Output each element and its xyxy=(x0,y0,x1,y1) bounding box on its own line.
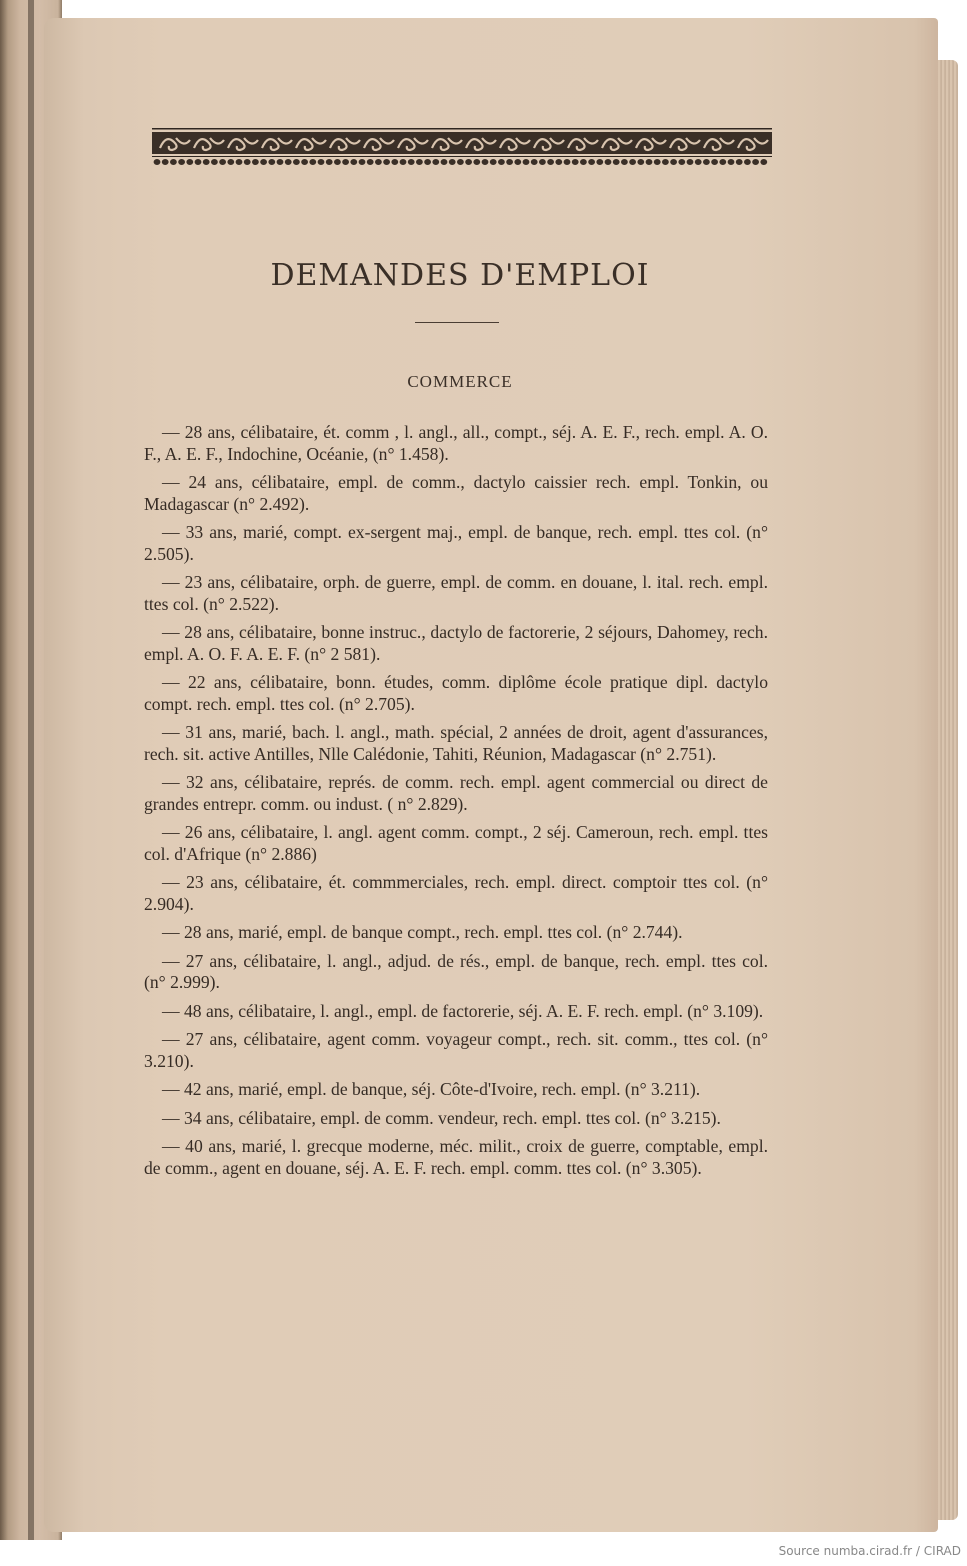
listing-item: — 22 ans, célibataire, bonn. études, comm. diplôme école pratique dipl. dactylo compt. rech. empl. ttes col. (n° 2.705). xyxy=(144,672,768,714)
listing-item: — 23 ans, célibataire, orph. de guerre, empl. de comm. en douane, l. ital. rech. empl. ttes col. (n° 2.522). xyxy=(144,572,768,614)
listing-item: — 27 ans, célibataire, agent comm. voyageur compt., rech. sit. comm., ttes col. (n° 3.210). xyxy=(144,1029,768,1071)
listing-item: — 28 ans, célibataire, ét. comm , l. angl., all., compt., séj. A. E. F., rech. empl. A. O. F., A. E. F., Indochine, Océanie, (n° 1.458). xyxy=(144,422,768,464)
title-rule xyxy=(415,322,499,323)
book-spine xyxy=(28,0,34,1540)
listing-item: — 27 ans, célibataire, l. angl., adjud. de rés., empl. de banque, rech. empl. ttes col. (n° 2.999). xyxy=(144,950,768,992)
section-heading: COMMERCE xyxy=(407,372,513,391)
decorative-header-border xyxy=(152,126,772,168)
listing-item: — 26 ans, célibataire, l. angl. agent comm. compt., 2 séj. Cameroun, rech. empl. ttes col. d'Afrique (n° 2.886) xyxy=(144,822,768,864)
listing-item: — 31 ans, marié, bach. l. angl., math. spécial, 2 années de droit, agent d'assurances, rech. sit. active Antilles, Nlle Calédonie, Tahiti, Réunion, Madagascar (n° 2.751). xyxy=(144,722,768,764)
source-credit: Source numba.cirad.fr / CIRAD xyxy=(778,1544,961,1558)
listing-item: — 33 ans, marié, compt. ex-sergent maj., empl. de banque, rech. empl. ttes col. (n° 2.505). xyxy=(144,522,768,564)
listing-item: — 40 ans, marié, l. grecque moderne, méc. milit., croix de guerre, comptable, empl. de comm., agent en douane, séj. A. E. F. rech. empl. comm. ttes col. (n° 3.305). xyxy=(144,1136,768,1178)
page-title: DEMANDES D'EMPLOI xyxy=(270,258,650,293)
listing-item: — 24 ans, célibataire, empl. de comm., dactylo caissier rech. empl. Tonkin, ou Madagascar (n° 2.492). xyxy=(144,472,768,514)
listing-item: — 23 ans, célibataire, ét. commmerciales, rech. empl. direct. comptoir ttes col. (n° 2.904). xyxy=(144,872,768,914)
job-listings xyxy=(144,422,768,1186)
listing-item: — 48 ans, célibataire, l. angl., empl. de factorerie, séj. A. E. F. rech. empl. (n° 3.109). xyxy=(162,1000,764,1021)
listing-item: — 42 ans, marié, empl. de banque, séj. Côte-d'Ivoire, rech. empl. (n° 3.211). xyxy=(162,1079,701,1099)
listing-item: — 32 ans, célibataire, représ. de comm. rech. empl. agent commercial ou direct de grandes entrepr. comm. ou indust. ( n° 2.829). xyxy=(144,772,768,814)
listing-item: — 28 ans, célibataire, bonne instruc., dactylo de factorerie, 2 séjours, Dahomey, rech. empl. A. O. F. A. E. F. (n° 2 581). xyxy=(144,622,768,664)
listing-item: — 34 ans, célibataire, empl. de comm. vendeur, rech. empl. ttes col. (n° 3.215). xyxy=(162,1107,721,1128)
listing-item: — 28 ans, marié, empl. de banque compt., rech. empl. ttes col. (n° 2.744). xyxy=(162,922,683,942)
